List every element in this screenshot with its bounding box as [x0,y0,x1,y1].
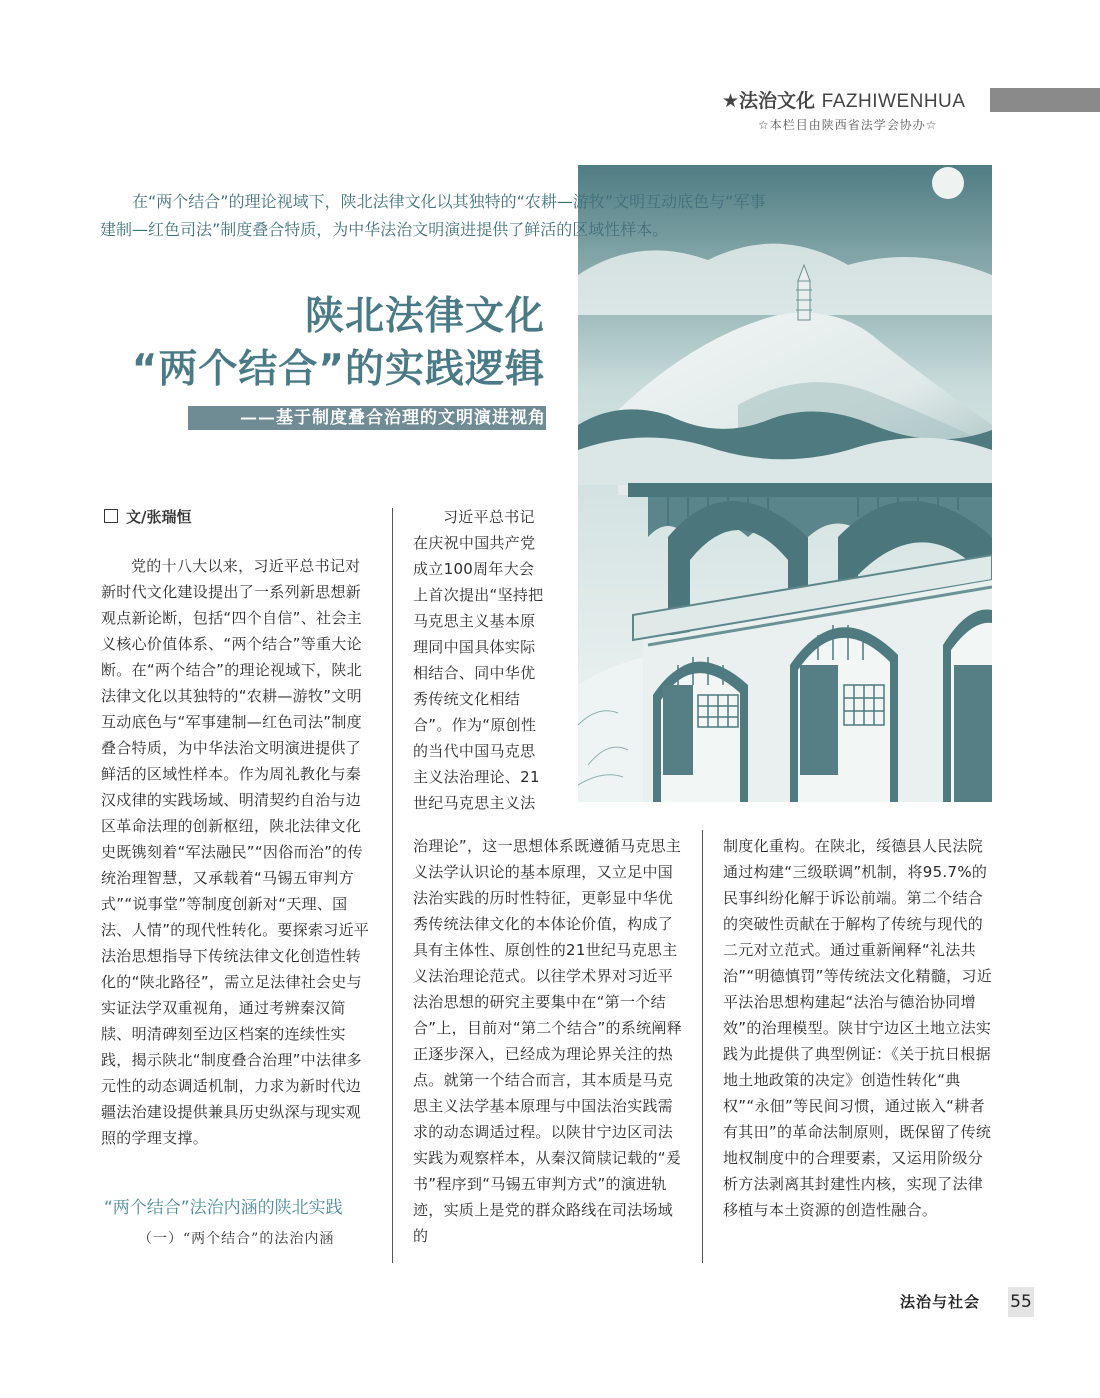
article-title-line1: 陕北法律文化 [304,294,545,339]
section-heading: “两个结合”法治内涵的陕北实践 [104,1198,343,1218]
paragraph: 治理论”，这一思想体系既遵循马克思主义法学认识论的基本原理，又立足中国法治实践的历时性特征，更彰显中华优秀传统法律文化的本体论价值，构成了具有主体性、原创性的21世纪马克思主义法治理论范式。以往学术界对习近平法治思想的研究主要集中在“第一个结合”上，目前对“第二个结合”的系统阐释正逐步深入，已经成为理论界关注的热点。就第一个结合而言，其本质是马克思主义法学基本原理与中国法治实践需求的动态调适过程。以陕甘宁边区司法实践为观察样本，从秦汉简牍记载的“爰书”程序到“马锡五审判方式”的演进轨迹，实质上是党的群众路线在司法场域的 [413,837,683,1245]
magazine-name: 法治与社会 [900,1293,981,1311]
article-title-line2: “两个结合”的实践逻辑 [131,347,545,392]
subsection-heading: （一）“两个结合”的法治内涵 [138,1231,335,1247]
square-icon [104,509,118,523]
page-number: 55 [1008,1287,1034,1317]
column-3 [723,833,995,1223]
author-name: 文/张瑞恒 [126,508,192,526]
column-divider [702,830,703,1263]
column-title-en: FAZHIWENHUA [821,91,966,112]
column-header [722,86,984,114]
column-note: ☆本栏目由陕西省法学会协办☆ [758,118,938,132]
paragraph: 党的十八大以来，习近平总书记对新时代文化建设提出了一系列新思想新观点新论断，包括“四个自信”、社会主义核心价值体系、“两个结合”等重大论断。在“两个结合”的理论视域下，陕北法律文化以其独特的“农耕—游牧”文明互动底色与“军事建制—红色司法”制度叠合特质，为中华法治文明演进提供了鲜活的区域性样本。作为周礼教化与秦汉戍律的实践场域、明清契约自治与边区革命法理的创新枢纽，陕北法律文化史既镌刻着“军法融民”“因俗而治”的传统治理智慧，又承载着“马锡五审判方式”“说事堂”等制度创新对“天理、国法、人情”的现代性转化。要探索习近平法治思想指导下传统法律文化创造性转化的“陕北路径”，需立足法律社会史与实证法学双重视角，通过考辨秦汉简牍、明清碑刻至边区档案的连续性实践，揭示陕北“制度叠合治理”中法律多元性的动态调适机制，力求为新时代边疆法治建设提供兼具历史纵深与现实观照的学理支撑。 [101,557,370,1147]
author-line [104,506,191,527]
column-2-bottom [413,833,683,1249]
column-1 [101,553,373,1151]
moon-icon [932,167,964,199]
column-divider [392,508,393,1263]
column-2-top [413,504,548,816]
illustration [578,165,992,802]
paragraph: 制度化重构。在陕北，绥德县人民法院通过构建“三级联调”机制，将95.7%的民事纠纷化解于诉讼前端。第二个结合的突破性贡献在于解构了传统与现代的二元对立范式。通过重新阐释“礼法共治”“明德慎罚”等传统法文化精髓，习近平法治思想构建起“法治与德治协同增效”的治理模型。陕甘宁边区土地立法实践为此提供了典型例证：《关于抗日根据地土地政策的决定》创造性转化“典权”“永佃”等民间习惯，通过嵌入“耕者有其田”的革命法制原则，既保留了传统地权制度中的合理要素，又运用阶级分析方法剥离其封建性内核，实现了法律移植与本土资源的创造性融合。 [723,837,993,1219]
column-title: ★法治文化 [722,90,816,112]
paragraph: 习近平总书记在庆祝中国共产党成立100周年大会上首次提出“坚持把马克思主义基本原理同中国具体实际相结合、同中华优秀传统文化相结合”。作为“原创性的当代中国马克思主义法治理论、21世纪马克思主义法 [413,508,544,812]
intro-text: 在“两个结合”的理论视域下，陕北法律文化以其独特的“农耕—游牧”文明互动底色与“军事建制—红色司法”制度叠合特质，为中华法治文明演进提供了鲜活的区域性样本。 [100,192,766,239]
article-subtitle: ——基于制度叠合治理的文明演进视角 [188,406,546,430]
header-bar [990,88,1100,112]
